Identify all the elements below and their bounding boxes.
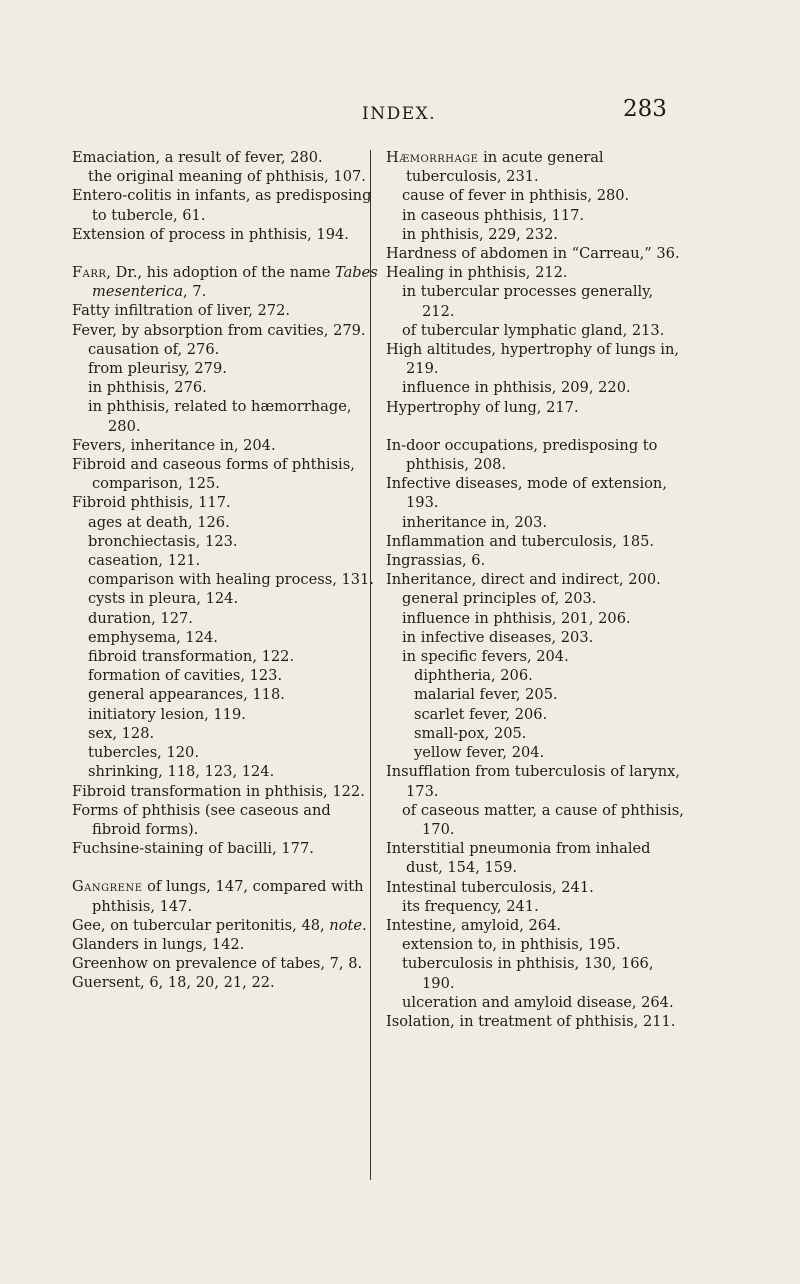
entry-note: note xyxy=(329,916,362,934)
index-entry: Fuchsine-staining of bacilli, 177. xyxy=(72,840,314,858)
index-subentry: ages at death, 126. xyxy=(88,513,230,531)
entry-text: Gee, on tubercular peritonitis, 48, xyxy=(72,916,330,934)
index-subsubentry: diphtheria, 206. xyxy=(414,667,533,685)
index-entry: Inheritance, direct and indirect, 200. xyxy=(386,571,661,589)
index-subsubentry: yellow fever, 204. xyxy=(414,744,545,762)
index-entry: Fever, by absorption from cavities, 279. xyxy=(72,321,366,339)
index-entry xyxy=(72,877,378,915)
index-entry: Fevers, inheritance in, 204. xyxy=(72,436,276,454)
index-entry: Extension of process in phthisis, 194. xyxy=(72,225,349,243)
index-subentry: cysts in pleura, 124. xyxy=(88,590,239,608)
entry-text: of lungs, 147, compared with phthisis, 147. xyxy=(92,878,364,915)
index-entry: Glanders in lungs, 142. xyxy=(72,935,245,953)
entry-text: . xyxy=(361,916,367,934)
index-column-right xyxy=(386,148,686,1031)
index-subentry: initiatory lesion, 119. xyxy=(88,705,246,723)
index-subentry: inheritance in, 203. xyxy=(402,513,547,531)
index-subentry: general appearances, 118. xyxy=(88,686,285,704)
index-subentry: in tubercular processes generally, 212. xyxy=(402,283,654,320)
index-subentry: in caseous phthisis, 117. xyxy=(402,206,585,224)
index-subentry: of tubercular lymphatic gland, 213. xyxy=(402,321,665,339)
index-entry: Hypertrophy of lung, 217. xyxy=(386,398,579,416)
index-entry: Hardness of abdomen in “Carreau,” 36. xyxy=(386,245,680,263)
index-entry: Entero-colitis in infants, as predisposing to tubercle, 61. xyxy=(72,187,372,224)
index-subentry: in specific fevers, 204. xyxy=(402,648,569,666)
index-subentry: causation of, 276. xyxy=(88,340,220,358)
index-entry: Greenhow on prevalence of tabes, 7, 8. xyxy=(72,955,363,973)
index-subentry: influence in phthisis, 209, 220. xyxy=(402,379,631,397)
index-entry: Guersent, 6, 18, 20, 21, 22. xyxy=(72,974,275,992)
section-gap xyxy=(72,858,378,877)
index-subentry: influence in phthisis, 201, 206. xyxy=(402,609,631,627)
entry-text: in acute general tuberculosis, 231. xyxy=(406,149,604,186)
index-entry: Fibroid phthisis, 117. xyxy=(72,494,231,512)
entry-headword: Hæmorrhage xyxy=(386,149,479,166)
index-subentry: from pleurisy, 279. xyxy=(88,360,227,378)
section-gap xyxy=(72,244,378,263)
index-entry: Isolation, in treatment of phthisis, 211. xyxy=(386,1012,676,1030)
entry-term: Tabes mesenterica xyxy=(92,264,378,301)
index-entry: Emaciation, a result of fever, 280. xyxy=(72,149,323,166)
index-entry: High altitudes, hypertrophy of lungs in, 219. xyxy=(386,341,680,378)
index-subentry: caseation, 121. xyxy=(88,552,201,570)
index-entry xyxy=(72,916,378,935)
index-subentry: tubercles, 120. xyxy=(88,744,199,762)
entry-headword: Farr xyxy=(72,264,107,282)
index-subsubentry: small-pox, 205. xyxy=(414,724,527,742)
index-subentry: in phthisis, 229, 232. xyxy=(402,225,558,243)
index-subentry: in infective diseases, 203. xyxy=(402,628,594,646)
index-subentry: duration, 127. xyxy=(88,609,193,627)
index-entry: Fatty infiltration of liver, 272. xyxy=(72,302,291,320)
index-entry: Insufflation from tuberculosis of larynx, 173. xyxy=(386,763,680,800)
index-subentry: the original meaning of phthisis, 107. xyxy=(88,168,366,186)
index-entry: Intestinal tuberculosis, 241. xyxy=(386,878,594,896)
index-entry: Infective diseases, mode of extension, 193. xyxy=(386,475,667,512)
index-entry: Ingrassias, 6. xyxy=(386,552,486,570)
index-subentry: bronchiectasis, 123. xyxy=(88,532,238,550)
index-subentry: sex, 128. xyxy=(88,724,155,742)
index-subentry: cause of fever in phthisis, 280. xyxy=(402,187,630,205)
index-subentry: general principles of, 203. xyxy=(402,590,597,608)
running-title: INDEX. xyxy=(362,104,437,124)
entry-text: , Dr., his adoption of the name xyxy=(106,264,335,282)
index-subentry: fibroid transformation, 122. xyxy=(88,648,295,666)
entry-text: , 7. xyxy=(183,283,207,301)
index-entry: Intestine, amyloid, 264. xyxy=(386,916,562,934)
index-subentry: ulceration and amyloid disease, 264. xyxy=(402,993,674,1011)
index-entry: Healing in phthisis, 212. xyxy=(386,264,568,282)
index-subentry: formation of cavities, 123. xyxy=(88,667,283,685)
index-subsubentry: scarlet fever, 206. xyxy=(414,705,548,723)
index-subentry: emphysema, 124. xyxy=(88,628,218,646)
index-subentry: extension to, in phthisis, 195. xyxy=(402,936,621,954)
page-header xyxy=(0,92,800,132)
index-entry: Inflammation and tuberculosis, 185. xyxy=(386,532,655,550)
index-entry xyxy=(386,148,686,186)
page-number: 283 xyxy=(623,96,667,122)
index-subentry: tuberculosis in phthisis, 130, 166, 190. xyxy=(402,955,654,992)
index-entry: Fibroid and caseous forms of phthisis, comparison, 125. xyxy=(72,456,355,493)
entry-headword: Gangrene xyxy=(72,878,143,896)
index-subentry: comparison with healing process, 131. xyxy=(88,571,374,589)
index-entry: In-door occupations, predisposing to phthisis, 208. xyxy=(386,436,658,474)
index-subentry: shrinking, 118, 123, 124. xyxy=(88,763,275,781)
index-subentry: its frequency, 241. xyxy=(402,897,539,915)
index-column-left xyxy=(72,148,378,993)
index-entry: Interstitial pneumonia from inhaled dust, 154, 159. xyxy=(386,840,651,877)
index-subentry: in phthisis, related to hæmorrhage, 280. xyxy=(88,398,352,435)
index-entry: Forms of phthisis (see caseous and fibroid forms). xyxy=(72,801,331,838)
index-subsubentry: malarial fever, 205. xyxy=(414,686,558,704)
index-entry: Fibroid transformation in phthisis, 122. xyxy=(72,782,365,800)
index-subentry: of caseous matter, a cause of phthisis, 170. xyxy=(402,801,684,838)
index-entry xyxy=(72,263,378,301)
index-subentry: in phthisis, 276. xyxy=(88,379,207,397)
section-gap xyxy=(386,417,686,436)
